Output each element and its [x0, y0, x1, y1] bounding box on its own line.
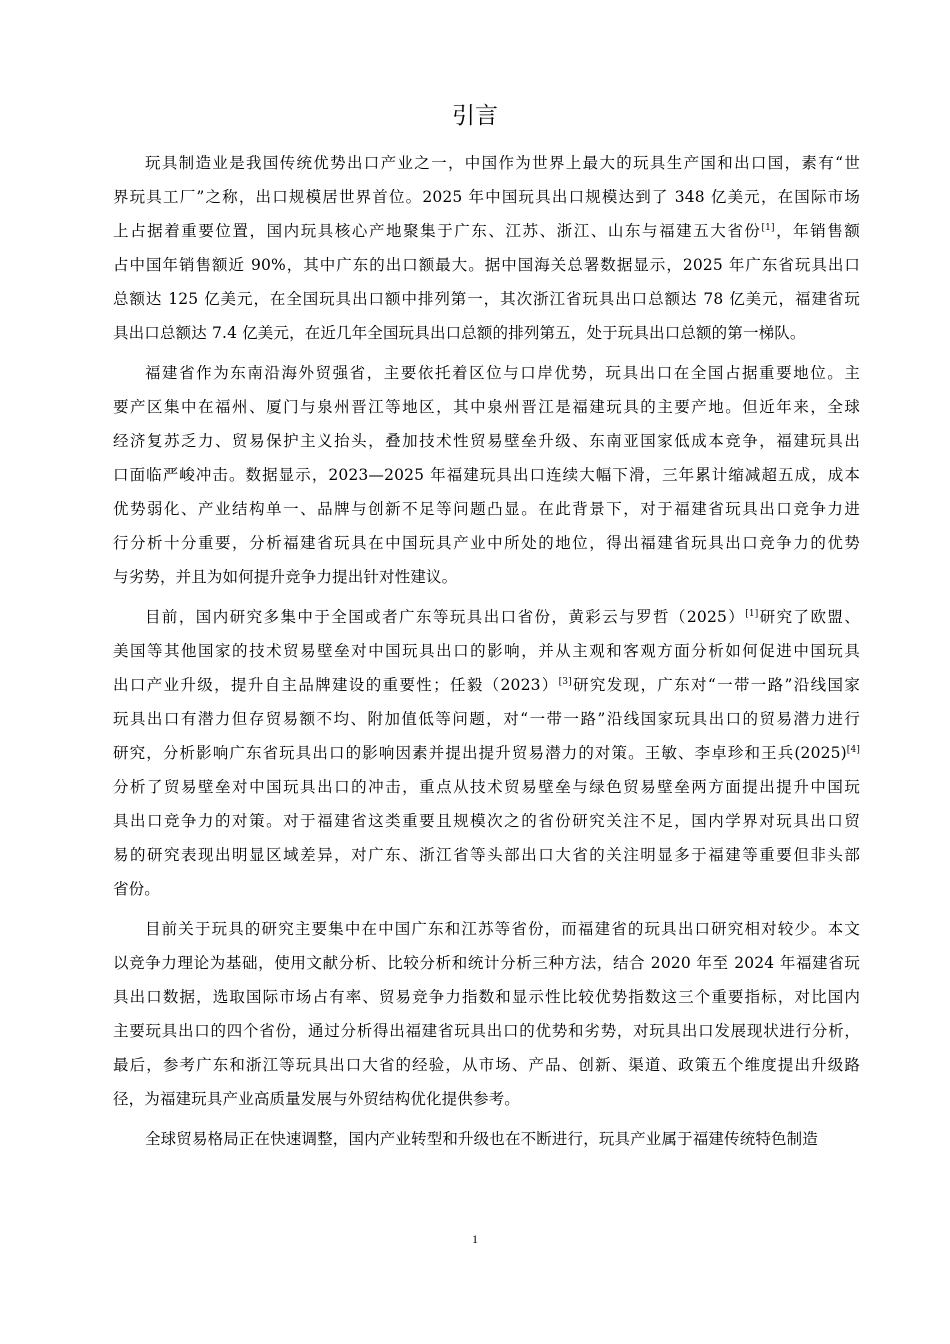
text-line: 玩具制造业是我国传统优势出口产业之一，中国作为世界上最大的玩具生产国和出口国，素有“世 [145, 154, 860, 172]
text-line: 福建省作为东南沿海外贸强省，主要依托着区位与口岸优势，玩具出口在全国占据重要地位。主 [145, 364, 860, 382]
citation-ref: [3] [558, 676, 572, 687]
text-line: 主要玩具出口的四个省份，通过分析得出福建省玩具出口的优势和劣势，对玩具出口发展现状进行分析， [113, 1022, 860, 1040]
text-line: 径，为福建玩具产业高质量发展与外贸结构优化提供参考。 [113, 1090, 520, 1108]
citation-ref: [1] [745, 608, 759, 619]
text-line: 全球贸易格局正在快速调整，国内产业转型和升级也在不断进行，玩具产业属于福建传统特色制造 [145, 1130, 818, 1148]
text-line: 易的研究表现出明显区域差异，对广东、浙江省等头部出口大省的关注明显多于福建等重要但非头部 [113, 846, 860, 864]
text-line: 具出口数据，选取国际市场占有率、贸易竞争力指数和显示性比较优势指数这三个重要指标，对比国内 [113, 988, 860, 1006]
text-line: 目前关于玩具的研究主要集中在中国广东和江苏等省份，而福建省的玩具出口研究相对较少。本文 [145, 920, 860, 938]
text-line: 出口产业升级，提升自主品牌建设的重要性；任毅（2023）[3]研究发现，广东对“一带一路”沿线国家 [113, 676, 860, 694]
text-line: 口面临严峻冲击。数据显示，2023—2025 年福建玩具出口连续大幅下滑，三年累计缩减超五成，成本 [113, 466, 860, 484]
text-line: 具出口竞争力的对策。对于福建省这类重要且规模次之的省份研究关注不足，国内学界对玩具出口贸 [113, 812, 860, 830]
paragraph [113, 1122, 860, 1156]
page-title: 引言 [452, 103, 498, 129]
paragraph [113, 146, 860, 350]
text-line: 经济复苏乏力、贸易保护主义抬头，叠加技术性贸易壁垒升级、东南亚国家低成本竞争，福建玩具出 [113, 432, 860, 450]
text-line: 优势弱化、产业结构单一、品牌与创新不足等问题凸显。在此背景下，对于福建省玩具出口竞争力进 [113, 500, 860, 518]
text-line: 以竞争力理论为基础，使用文献分析、比较分析和统计分析三种方法，结合 2020 年至 2024 年福建省玩 [113, 954, 860, 972]
page-number: 1 [472, 1232, 478, 1246]
citation-ref: [1] [761, 222, 775, 233]
paragraph [113, 600, 860, 906]
text-line: 要产区集中在福州、厦门与泉州晋江等地区，其中泉州晋江是福建玩具的主要产地。但近年来，全球 [113, 398, 860, 416]
text-line: 具出口总额达 7.4 亿美元，在近几年全国玩具出口总额的排列第五，处于玩具出口总额的第一梯队。 [113, 324, 806, 342]
text-line: 占中国年销售额近 90%，其中广东的出口额最大。据中国海关总署数据显示，2025 年广东省玩具出口 [113, 256, 860, 274]
text-line: 与劣势，并且为如何提升竞争力提出针对性建议。 [113, 568, 458, 586]
document-body [113, 146, 860, 1162]
paragraph [113, 356, 860, 594]
text-line: 美国等其他国家的技术贸易壁垒对中国玩具出口的影响，并从主观和客观方面分析如何促进中国玩具 [113, 642, 860, 660]
text-line: 省份。 [113, 880, 160, 898]
text-line: 界玩具工厂”之称，出口规模居世界首位。2025 年中国玩具出口规模达到了 348 亿美元，在国际市场 [113, 188, 860, 206]
citation-ref: [4] [846, 744, 860, 755]
text-line: 上占据着重要位置，国内玩具核心产地聚集于广东、江苏、浙江、山东与福建五大省份[1]，年销售额 [113, 222, 860, 240]
text-line: 研究，分析影响广东省玩具出口的影响因素并提出提升贸易潜力的对策。王敏、李卓珍和王兵(2025)[4] [113, 744, 860, 762]
text-line: 最后，参考广东和浙江等玩具出口大省的经验，从市场、产品、创新、渠道、政策五个维度提出升级路 [113, 1056, 860, 1074]
paragraph [113, 912, 860, 1116]
text-line: 分析了贸易壁垒对中国玩具出口的冲击，重点从技术贸易壁垒与绿色贸易壁垒两方面提出提升中国玩 [113, 778, 860, 796]
text-line: 目前，国内研究多集中于全国或者广东等玩具出口省份，黄彩云与罗哲（2025）[1]研究了欧盟、 [145, 608, 860, 626]
text-line: 玩具出口有潜力但存贸易额不均、附加值低等问题，对“一带一路”沿线国家玩具出口的贸易潜力进行 [113, 710, 860, 728]
text-line: 总额达 125 亿美元，在全国玩具出口额中排列第一，其次浙江省玩具出口总额达 78 亿美元，福建省玩 [113, 290, 860, 308]
text-line: 行分析十分重要，分析福建省玩具在中国玩具产业中所处的地位，得出福建省玩具出口竞争力的优势 [113, 534, 860, 552]
